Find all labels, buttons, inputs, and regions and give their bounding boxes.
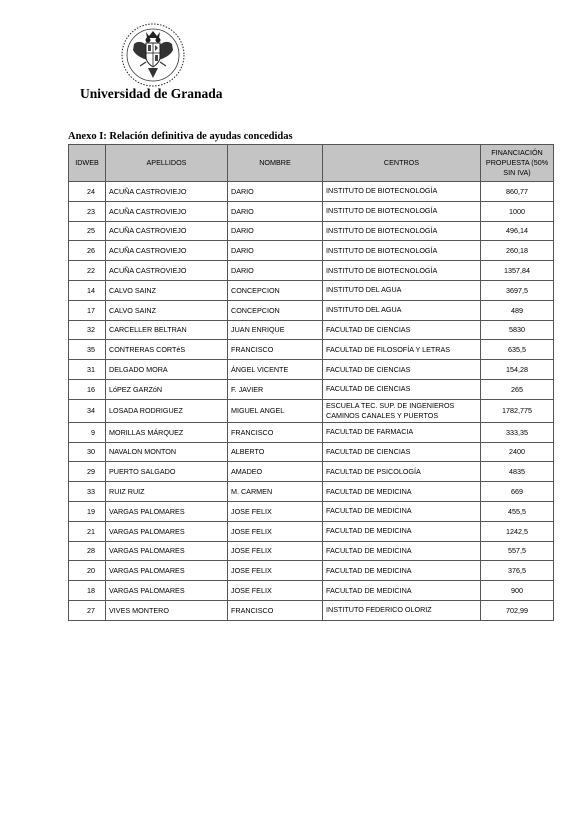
table-row <box>69 581 554 601</box>
row-idweb: 22 <box>69 261 106 281</box>
row-centro: FACULTAD DE MEDICINA <box>323 501 481 521</box>
row-centro: FACULTAD DE MEDICINA <box>323 482 481 502</box>
row-idweb: 28 <box>69 541 106 561</box>
row-financiacion: 333,35 <box>481 422 554 442</box>
row-financiacion: 900 <box>481 581 554 601</box>
row-apellidos: ACUÑA CASTROVIEJO <box>106 201 228 221</box>
row-centro: INSTITUTO DEL AGUA <box>323 280 481 300</box>
row-centro: INSTITUTO FEDERICO OLORIZ <box>323 600 481 620</box>
row-apellidos: LóPEZ GARZóN <box>106 379 228 399</box>
row-idweb: 35 <box>69 340 106 360</box>
row-financiacion: 489 <box>481 300 554 320</box>
row-centro: FACULTAD DE MEDICINA <box>323 581 481 601</box>
row-financiacion: 5830 <box>481 320 554 340</box>
row-apellidos: DELGADO MORA <box>106 360 228 380</box>
row-centro: INSTITUTO DE BIOTECNOLOGÍA <box>323 201 481 221</box>
row-nombre: JOSE FELIX <box>228 581 323 601</box>
row-financiacion: 1782,775 <box>481 399 554 422</box>
table-row <box>69 379 554 399</box>
row-nombre: FRANCISCO <box>228 340 323 360</box>
row-financiacion: 557,5 <box>481 541 554 561</box>
row-centro: FACULTAD DE CIENCIAS <box>323 442 481 462</box>
row-financiacion: 1357,84 <box>481 261 554 281</box>
table-row <box>69 300 554 320</box>
table-row <box>69 600 554 620</box>
row-apellidos: CONTRERAS CORTéS <box>106 340 228 360</box>
row-apellidos: LOSADA RODRIGUEZ <box>106 399 228 422</box>
row-apellidos: VARGAS PALOMARES <box>106 521 228 541</box>
table-row <box>69 541 554 561</box>
row-financiacion: 1000 <box>481 201 554 221</box>
row-idweb: 29 <box>69 462 106 482</box>
row-nombre: JOSE FELIX <box>228 541 323 561</box>
row-idweb: 19 <box>69 501 106 521</box>
row-nombre: DARIO <box>228 201 323 221</box>
column-header-financiacion: FINANCIACIÓN PROPUESTA (50% SIN IVA) <box>481 145 554 182</box>
row-apellidos: VARGAS PALOMARES <box>106 501 228 521</box>
row-centro: INSTITUTO DE BIOTECNOLOGÍA <box>323 261 481 281</box>
row-nombre: M. CARMEN <box>228 482 323 502</box>
row-nombre: CONCEPCION <box>228 300 323 320</box>
row-apellidos: VIVES MONTERO <box>106 600 228 620</box>
row-centro: ESCUELA TEC. SUP. DE INGENIEROS CAMINOS CANALES Y PUERTOS <box>323 399 481 422</box>
row-nombre: AMADEO <box>228 462 323 482</box>
university-seal-logo <box>120 22 186 88</box>
row-idweb: 9 <box>69 422 106 442</box>
table-row <box>69 241 554 261</box>
row-idweb: 17 <box>69 300 106 320</box>
row-nombre: JOSE FELIX <box>228 501 323 521</box>
row-nombre: F. JAVIER <box>228 379 323 399</box>
row-centro: INSTITUTO DEL AGUA <box>323 300 481 320</box>
row-financiacion: 376,5 <box>481 561 554 581</box>
row-nombre: CONCEPCION <box>228 280 323 300</box>
row-nombre: ALBERTO <box>228 442 323 462</box>
row-idweb: 20 <box>69 561 106 581</box>
table-row <box>69 422 554 442</box>
row-centro: FACULTAD DE MEDICINA <box>323 541 481 561</box>
row-apellidos: CALVO SAINZ <box>106 300 228 320</box>
row-centro: INSTITUTO DE BIOTECNOLOGÍA <box>323 221 481 241</box>
row-apellidos: VARGAS PALOMARES <box>106 541 228 561</box>
row-apellidos: RUIZ RUIZ <box>106 482 228 502</box>
table-row <box>69 261 554 281</box>
row-idweb: 24 <box>69 182 106 202</box>
row-nombre: DARIO <box>228 182 323 202</box>
row-idweb: 14 <box>69 280 106 300</box>
row-centro: INSTITUTO DE BIOTECNOLOGÍA <box>323 241 481 261</box>
table-row <box>69 521 554 541</box>
table-row <box>69 201 554 221</box>
row-idweb: 33 <box>69 482 106 502</box>
row-apellidos: ACUÑA CASTROVIEJO <box>106 221 228 241</box>
column-header-idweb: IDWEB <box>69 145 106 182</box>
row-centro: FACULTAD DE CIENCIAS <box>323 360 481 380</box>
row-nombre: DARIO <box>228 221 323 241</box>
row-centro: FACULTAD DE FARMACIA <box>323 422 481 442</box>
row-idweb: 32 <box>69 320 106 340</box>
column-header-nombre: NOMBRE <box>228 145 323 182</box>
table-row <box>69 442 554 462</box>
table-row <box>69 340 554 360</box>
row-financiacion: 1242,5 <box>481 521 554 541</box>
annex-title: Anexo I: Relación definitiva de ayudas concedidas <box>68 131 293 142</box>
row-apellidos: PUERTO SALGADO <box>106 462 228 482</box>
table-row <box>69 462 554 482</box>
row-financiacion: 265 <box>481 379 554 399</box>
row-idweb: 16 <box>69 379 106 399</box>
row-nombre: DARIO <box>228 261 323 281</box>
row-centro: INSTITUTO DE BIOTECNOLOGÍA <box>323 182 481 202</box>
row-apellidos: VARGAS PALOMARES <box>106 561 228 581</box>
column-header-centros: CENTROS <box>323 145 481 182</box>
row-nombre: JOSE FELIX <box>228 561 323 581</box>
row-idweb: 27 <box>69 600 106 620</box>
row-idweb: 30 <box>69 442 106 462</box>
row-idweb: 25 <box>69 221 106 241</box>
table-row <box>69 221 554 241</box>
table-row <box>69 280 554 300</box>
table-row <box>69 360 554 380</box>
row-nombre: FRANCISCO <box>228 600 323 620</box>
row-centro: FACULTAD DE CIENCIAS <box>323 379 481 399</box>
table-row <box>69 561 554 581</box>
table-row <box>69 320 554 340</box>
row-idweb: 21 <box>69 521 106 541</box>
row-apellidos: ACUÑA CASTROVIEJO <box>106 261 228 281</box>
table-body <box>69 182 554 621</box>
row-apellidos: NAVALON MONTON <box>106 442 228 462</box>
row-apellidos: VARGAS PALOMARES <box>106 581 228 601</box>
row-idweb: 26 <box>69 241 106 261</box>
row-nombre: FRANCISCO <box>228 422 323 442</box>
column-header-apellidos: APELLIDOS <box>106 145 228 182</box>
table-row <box>69 399 554 422</box>
row-financiacion: 3697,5 <box>481 280 554 300</box>
row-financiacion: 455,5 <box>481 501 554 521</box>
row-financiacion: 154,28 <box>481 360 554 380</box>
table-row <box>69 182 554 202</box>
row-financiacion: 496,14 <box>481 221 554 241</box>
row-financiacion: 669 <box>481 482 554 502</box>
row-financiacion: 2400 <box>481 442 554 462</box>
row-apellidos: CARCELLER BELTRAN <box>106 320 228 340</box>
row-financiacion: 635,5 <box>481 340 554 360</box>
university-name: Universidad de Granada <box>80 86 223 101</box>
row-centro: FACULTAD DE MEDICINA <box>323 561 481 581</box>
row-nombre: JOSE FELIX <box>228 521 323 541</box>
row-idweb: 31 <box>69 360 106 380</box>
row-centro: FACULTAD DE CIENCIAS <box>323 320 481 340</box>
row-apellidos: CALVO SAINZ <box>106 280 228 300</box>
row-apellidos: MORILLAS MÁRQUEZ <box>106 422 228 442</box>
row-financiacion: 4835 <box>481 462 554 482</box>
row-centro: FACULTAD DE FILOSOFÍA Y LETRAS <box>323 340 481 360</box>
row-financiacion: 702,99 <box>481 600 554 620</box>
row-centro: FACULTAD DE MEDICINA <box>323 521 481 541</box>
row-centro: FACULTAD DE PSICOLOGÍA <box>323 462 481 482</box>
row-idweb: 34 <box>69 399 106 422</box>
row-nombre: JUAN ENRIQUE <box>228 320 323 340</box>
row-financiacion: 860,77 <box>481 182 554 202</box>
row-nombre: MIGUEL ANGEL <box>228 399 323 422</box>
row-financiacion: 260,18 <box>481 241 554 261</box>
table-row <box>69 501 554 521</box>
row-nombre: DARIO <box>228 241 323 261</box>
grants-table <box>68 144 554 621</box>
row-apellidos: ACUÑA CASTROVIEJO <box>106 241 228 261</box>
table-row <box>69 482 554 502</box>
row-idweb: 23 <box>69 201 106 221</box>
row-apellidos: ACUÑA CASTROVIEJO <box>106 182 228 202</box>
table-header-row <box>69 145 554 182</box>
row-idweb: 18 <box>69 581 106 601</box>
row-nombre: ÁNGEL VICENTE <box>228 360 323 380</box>
